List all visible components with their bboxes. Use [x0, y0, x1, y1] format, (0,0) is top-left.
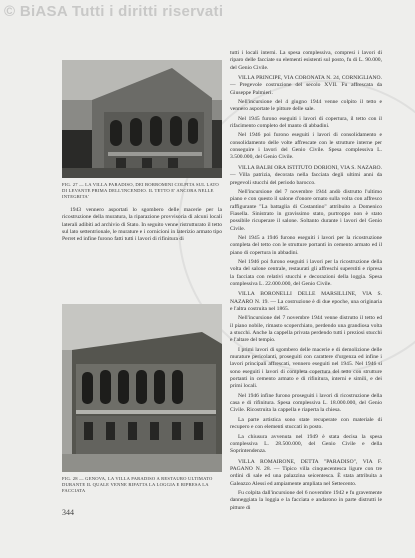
paragraph: Nel 1945 furono eseguiti i lavori di copertura, il tetto con il rifacimento completo del manto di abbadini. [230, 115, 382, 130]
paragraph: Nel 1946 infine furono proseguiti i lavori di ricostruzione della casa e di rifinitura. Spesa complessiva L. 18.000.000, del Genio Civile. Ricostruita la cappella e riaperta la chiesa. [230, 392, 382, 414]
paragraph: 1943 vennero asportati lo sgombero delle macerie per la ricostruzione della muratura, la riparazione provvisoria di alcuni locali laterali adibiti ad archivio di Stato. In seguito venne ristrutturato il tetto sul lato settentrionale, le murature e i cornicioni in laterizio armato tipo Perret ed infine furono fatti tutti i lavori di rifinitura di [62, 207, 222, 243]
paragraph: Fu colpita dall'incursione del 6 novembre 1942 e fu gravemente danneggiata la loggia e la facciata e andarono in parte distrutti le pitture di [230, 489, 382, 511]
paragraph: Nell'incursione del 7 novembre 1944 venne distrutto il tetto ed il piano nobile, rimasto scoperchiato, perdendo una grandiosa volta a stucchi. Anche la cappella privata perdendo tutti i preziosi stucchi e l'altare del tempio. [230, 315, 382, 344]
photo-villa-restored [62, 304, 222, 472]
figure-caption: FIG. 28 — GENOVA, LA VILLA PARADISO A RESTAURO ULTIMATO DURANTE IL QUALE VENNE RIFATTA LA LOGGIA E RIPRESA LA FACCIATA [62, 476, 213, 493]
paragraph: La parte artistica sono state recuperate con materiale di recupero e con elementi stuccati in posto. [230, 416, 382, 431]
paragraph: VILLA PRINCIPE, VIA CORONATA N. 24, CORNIGLIANO. — Pregevole costruzione del secolo XVII. Fu affrescata da Giuseppe Palmieri. [230, 75, 382, 96]
paragraph: VILLA BORONELLI DELLE MARSILLINE, VIA S. NAZARO N. 19. — La costruzione è di due epoche, una originaria e l'altra costruita nel 1865. [230, 291, 382, 312]
watermark: © BiASA Tutti i diritti riservati [4, 3, 224, 20]
paragraph: Nell'incursione del 7 novembre 1944 andò distrutto l'ultimo piano e con questo il salone d'onore ornato sulla volta con affresco raffigurante "La battaglia di Costantino" attribuito a Domenico Fiasella. Sinistrato in gravissimo stato, purtroppo non è stato possibile ricuperare il salone. Soltanto durante i lavori del Genio Civile. [230, 188, 382, 232]
paragraph: I primi lavori di sgombero delle macerie e di demolizione delle murature pericolanti, proseguiti con carattere d'urgenza ed infine i lavori principali affrescati, vennero eseguiti nel 1945. Nel 1946 si sono eseguiti i lavori di completa copertura del tetto con strutture portanti in cemento armato e di rifinitura, interni e simili, e dei primi locali. [230, 346, 382, 390]
paragraph: Nel 1946 poi furono eseguiti i lavori per la ricostruzione della volta del salone centrale, restaurati gli affreschi superstiti e ripresa la facciata con relativi stucchi e decorazioni della loggia. Spesa complessiva L. 22.000.000, del Genio Civile. [230, 258, 382, 287]
text-column-right [230, 50, 382, 514]
paragraph: Nel 1946 poi furono eseguiti i lavori di consolidamento e consolidamento delle volte affrescate con le strutture interne per conseguire i lavori del Genio Civile. Spesa complessiva L. 3.500.000, del Genio Civile. [230, 132, 382, 161]
paragraph: VILLA ROMAIRONE, DETTA "PARADISO", VIA F. PAGANO N. 28. — Tipico villa cinquecentesca ligure con tre ordini di sale ed una palazzina seicentesca. È stata attribuita a Galeazzo Alessi ed ampiamente ampliata nel Settecento. [230, 458, 382, 487]
figure-caption: FIG. 27 — LA VILLA PARADISO, DEI BORROMINI COLPITA SUL LATO DI LEVANTE PRIMA DELL'INCENDIO. IL TETTO E' ANCORA NELLE INTEGRITA' [62, 182, 219, 199]
paragraph: La chiusura avvenuta nel 1949 è stata decisa la spesa complessiva L. 28.500.000, del Genio Civile e della Soprintendenza. [230, 433, 382, 455]
paragraph: Nell'incursione del 4 giugno 1944 venne colpito il tetto e vennero asportate le pitture delle sale. [230, 99, 382, 113]
paragraph: tutti i locali interni. La spesa complessiva, compresi i lavori di riparo delle facciate su elementi esistenti sul posto, fu di L. 90.000, del Genio Civile. [230, 50, 382, 71]
text-column-left [62, 207, 222, 246]
paragraph: Nel 1945 a 1946 furono eseguiti i lavori per la ricostruzione completa del tetto con le strutture portanti in cemento armato ed il piano di copertura in abbadini. [230, 234, 382, 256]
page-number: 344 [62, 508, 74, 517]
paragraph: VILLA BALBI ORA ISTITUTO DORIONI, VIA S. NAZARO. — Villa patrizia, decorata nella facciata degli ultimi anni da pregevoli stucchi del periodo barocco. [230, 164, 382, 186]
photo-villa-damaged [62, 60, 222, 178]
